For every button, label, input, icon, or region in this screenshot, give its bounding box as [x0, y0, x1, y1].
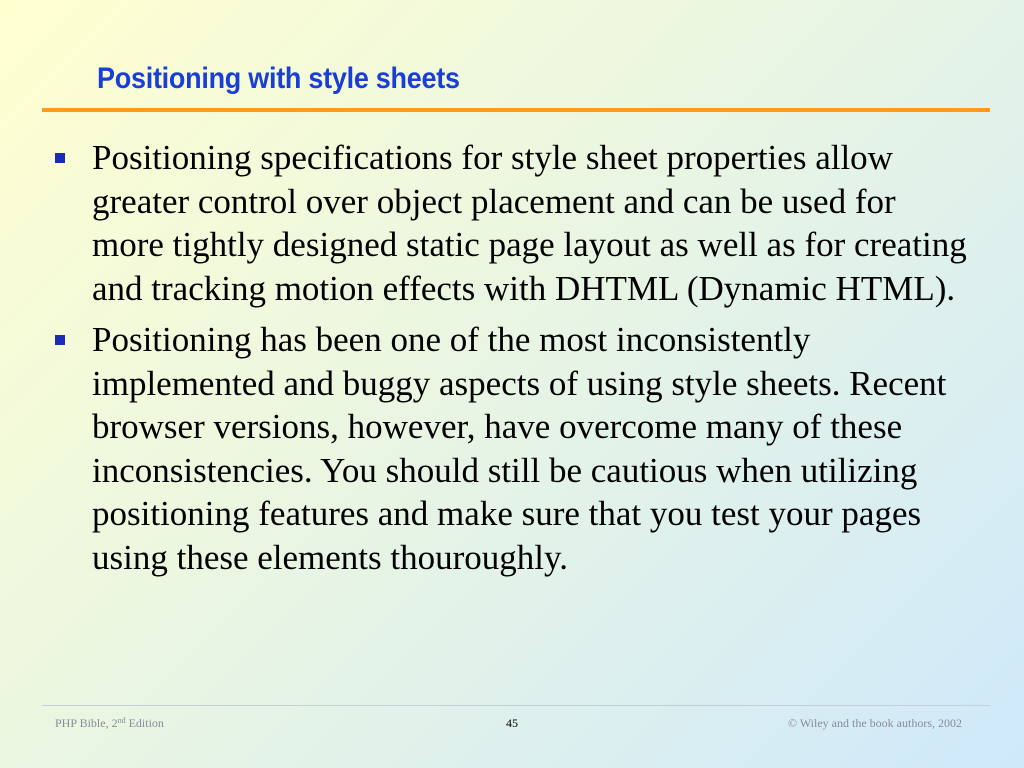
slide-title: Positioning with style sheets — [97, 62, 460, 95]
square-bullet-icon — [55, 335, 65, 345]
footer-copyright: © Wiley and the book authors, 2002 — [787, 716, 962, 730]
footer-book-title — [55, 716, 164, 731]
title-underline — [42, 108, 990, 112]
footer-book-suffix: Edition — [125, 716, 164, 730]
bullet-text: Positioning has been one of the most inconsistently implemented and buggy aspects of using style sheets. Recent browser versions, however, have overcome many of these inconsistencies. You should still be cautious when utilizing positioning features and make sure that you test your pages using these elements thouroughly. — [92, 320, 947, 577]
square-bullet-icon — [55, 153, 65, 163]
footer-edition-sup: nd — [117, 716, 126, 725]
bullet-item — [55, 136, 970, 310]
bullet-item — [55, 318, 970, 579]
footer-book-prefix: PHP Bible, 2 — [55, 716, 118, 730]
footer-divider — [42, 705, 990, 706]
page-number: 45 — [506, 716, 518, 730]
bullet-list — [55, 136, 970, 587]
bullet-text: Positioning specifications for style sheet properties allow greater control over object placement and can be used for more tightly designed static page layout as well as for creating and tracking motion effects with DHTML (Dynamic HTML). — [92, 138, 967, 308]
